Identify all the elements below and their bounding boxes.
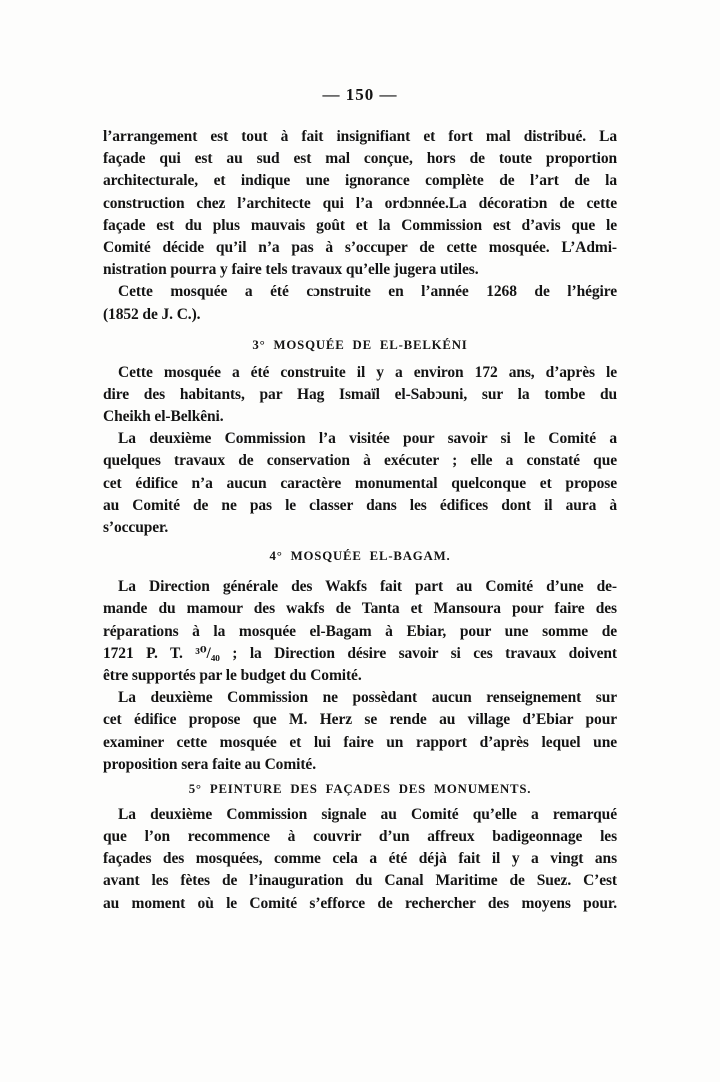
text-line: au moment où le Comité s’efforce de rechercher des moyens pour. [103, 894, 617, 912]
text-line: façade est du plus mauvais goût et la Commission est d’avis que le [103, 216, 617, 234]
section-heading-4: 4° MOSQUÉE EL-BAGAM. [269, 549, 451, 564]
text-line: quelques travaux de conservation à exécuter ; elle a constaté que [103, 452, 617, 470]
text-line: construction chez l’architecte qui l’a ordɔnnée.La décoratiɔn de cette [103, 194, 617, 212]
text-line: réparations à la mosquée el-Bagam à Ebiar, pour une somme de [103, 622, 617, 640]
paragraph [103, 281, 617, 325]
section-heading-3: 3° MOSQUÉE DE EL-BELKÉNI [252, 337, 468, 352]
text-line: (1852 de J. C.). [103, 305, 201, 323]
text-line: façades des mosquées, comme cela a été déjà fait il y a vingt ans [103, 850, 617, 868]
text-line: dire des habitants, par Hag Ismaïl el-Sabɔuni, sur la tombe du [103, 385, 617, 403]
paragraph [103, 126, 617, 281]
paragraph [103, 804, 617, 915]
text-line: Comité décide qu’il n’a pas à s’occuper de cette mosquée. L’Admi- [103, 238, 617, 256]
text-line: que l’on recommence à couvrir d’un affreux badigeonnage les [103, 828, 617, 846]
text-line: examiner cette mosquée et lui faire un rapport d’après lequel une [103, 733, 617, 751]
text-line: être supportés par le budget du Comité. [103, 666, 362, 684]
text-line: cet édifice n’a aucun caractère monumental quelconque et propose [103, 474, 617, 492]
text-line: La deuxième Commission signale au Comité qu’elle a remarqué [118, 805, 617, 823]
text-line: avant les fètes de l’inauguration du Canal Maritime de Suez. C’est [103, 872, 617, 890]
text-line: proposition sera faite au Comité. [103, 755, 316, 773]
text-line: 1721 P. T. ³⁰/₄₀ ; la Direction désire savoir si ces travaux doivent [103, 644, 617, 662]
page-number: — 150 — [322, 85, 398, 104]
text-line: architecturale, et indique une ignorance complète de l’art de la [103, 172, 617, 190]
text-line: La deuxième Commission l’a visitée pour savoir si le Comité a [118, 430, 617, 448]
text-line: au Comité de ne pas le classer dans les édifices dont il aura à [103, 496, 617, 514]
section-heading-5: 5° PEINTURE DES FAÇADES DES MONUMENTS. [188, 781, 532, 796]
text-line: façade qui est au sud est mal conçue, hors de toute proportion [103, 150, 617, 168]
text-line: Cheikh el-Belkêni. [103, 408, 224, 426]
text-line: mande du mamour des wakfs de Tanta et Mansoura pour faire des [103, 600, 617, 618]
text-line: La Direction générale des Wakfs fait part au Comité d’une de- [118, 578, 617, 596]
text-block [103, 0, 617, 915]
text-line: Cette mosquée a été cɔnstruite en l’année 1268 de l’hégire [118, 283, 617, 301]
text-line: nistration pourra y faire tels travaux qu’elle jugera utiles. [103, 261, 479, 279]
text-line: Cette mosquée a été construite il y a environ 172 ans, d’après le [118, 363, 617, 381]
paragraph [103, 362, 617, 429]
paragraph [103, 687, 617, 776]
text-line: La deuxième Commission ne possèdant aucun renseignement sur [118, 689, 617, 707]
text-line: s’occuper. [103, 519, 169, 536]
text-line: l’arrangement est tout à fait insignifiant et fort mal distribué. La [103, 128, 617, 145]
text-line: cet édifice propose que M. Herz se rende au village d’Ebiar pour [103, 711, 617, 729]
paragraph [103, 428, 617, 539]
paragraph [103, 576, 617, 687]
